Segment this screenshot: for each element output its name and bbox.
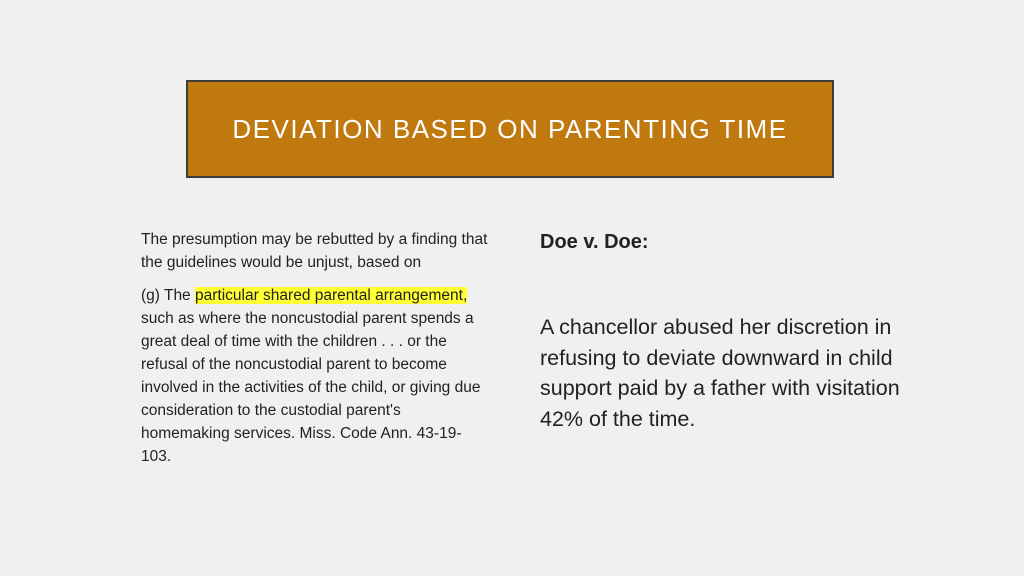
slide-title: DEVIATION BASED ON PARENTING TIME (232, 113, 788, 144)
statute-intro: The presumption may be rebutted by a finding that the guidelines would be unjust, based on (141, 231, 488, 271)
statute-text-column (141, 228, 491, 468)
clause-rest: such as where the noncustodial parent spends a great deal of time with the children . . . or the refusal of the noncustodial parent to become involved in the activities of the child, or giving due consideration to the custodial parent's homemaking services. Miss. Code Ann. 43-19-103. (141, 310, 481, 465)
statute-clause (141, 284, 491, 468)
case-name: Doe v. Doe: (540, 231, 649, 253)
clause-prefix: (g) The (141, 287, 195, 304)
highlighted-phrase: particular shared parental arrangement, (195, 287, 468, 304)
case-summary: A chancellor abused her discretion in refusing to deviate downward in child support paid by a father with visitation 42% of the time. (540, 315, 900, 431)
slide-title-box (186, 80, 834, 178)
case-column (540, 228, 900, 434)
